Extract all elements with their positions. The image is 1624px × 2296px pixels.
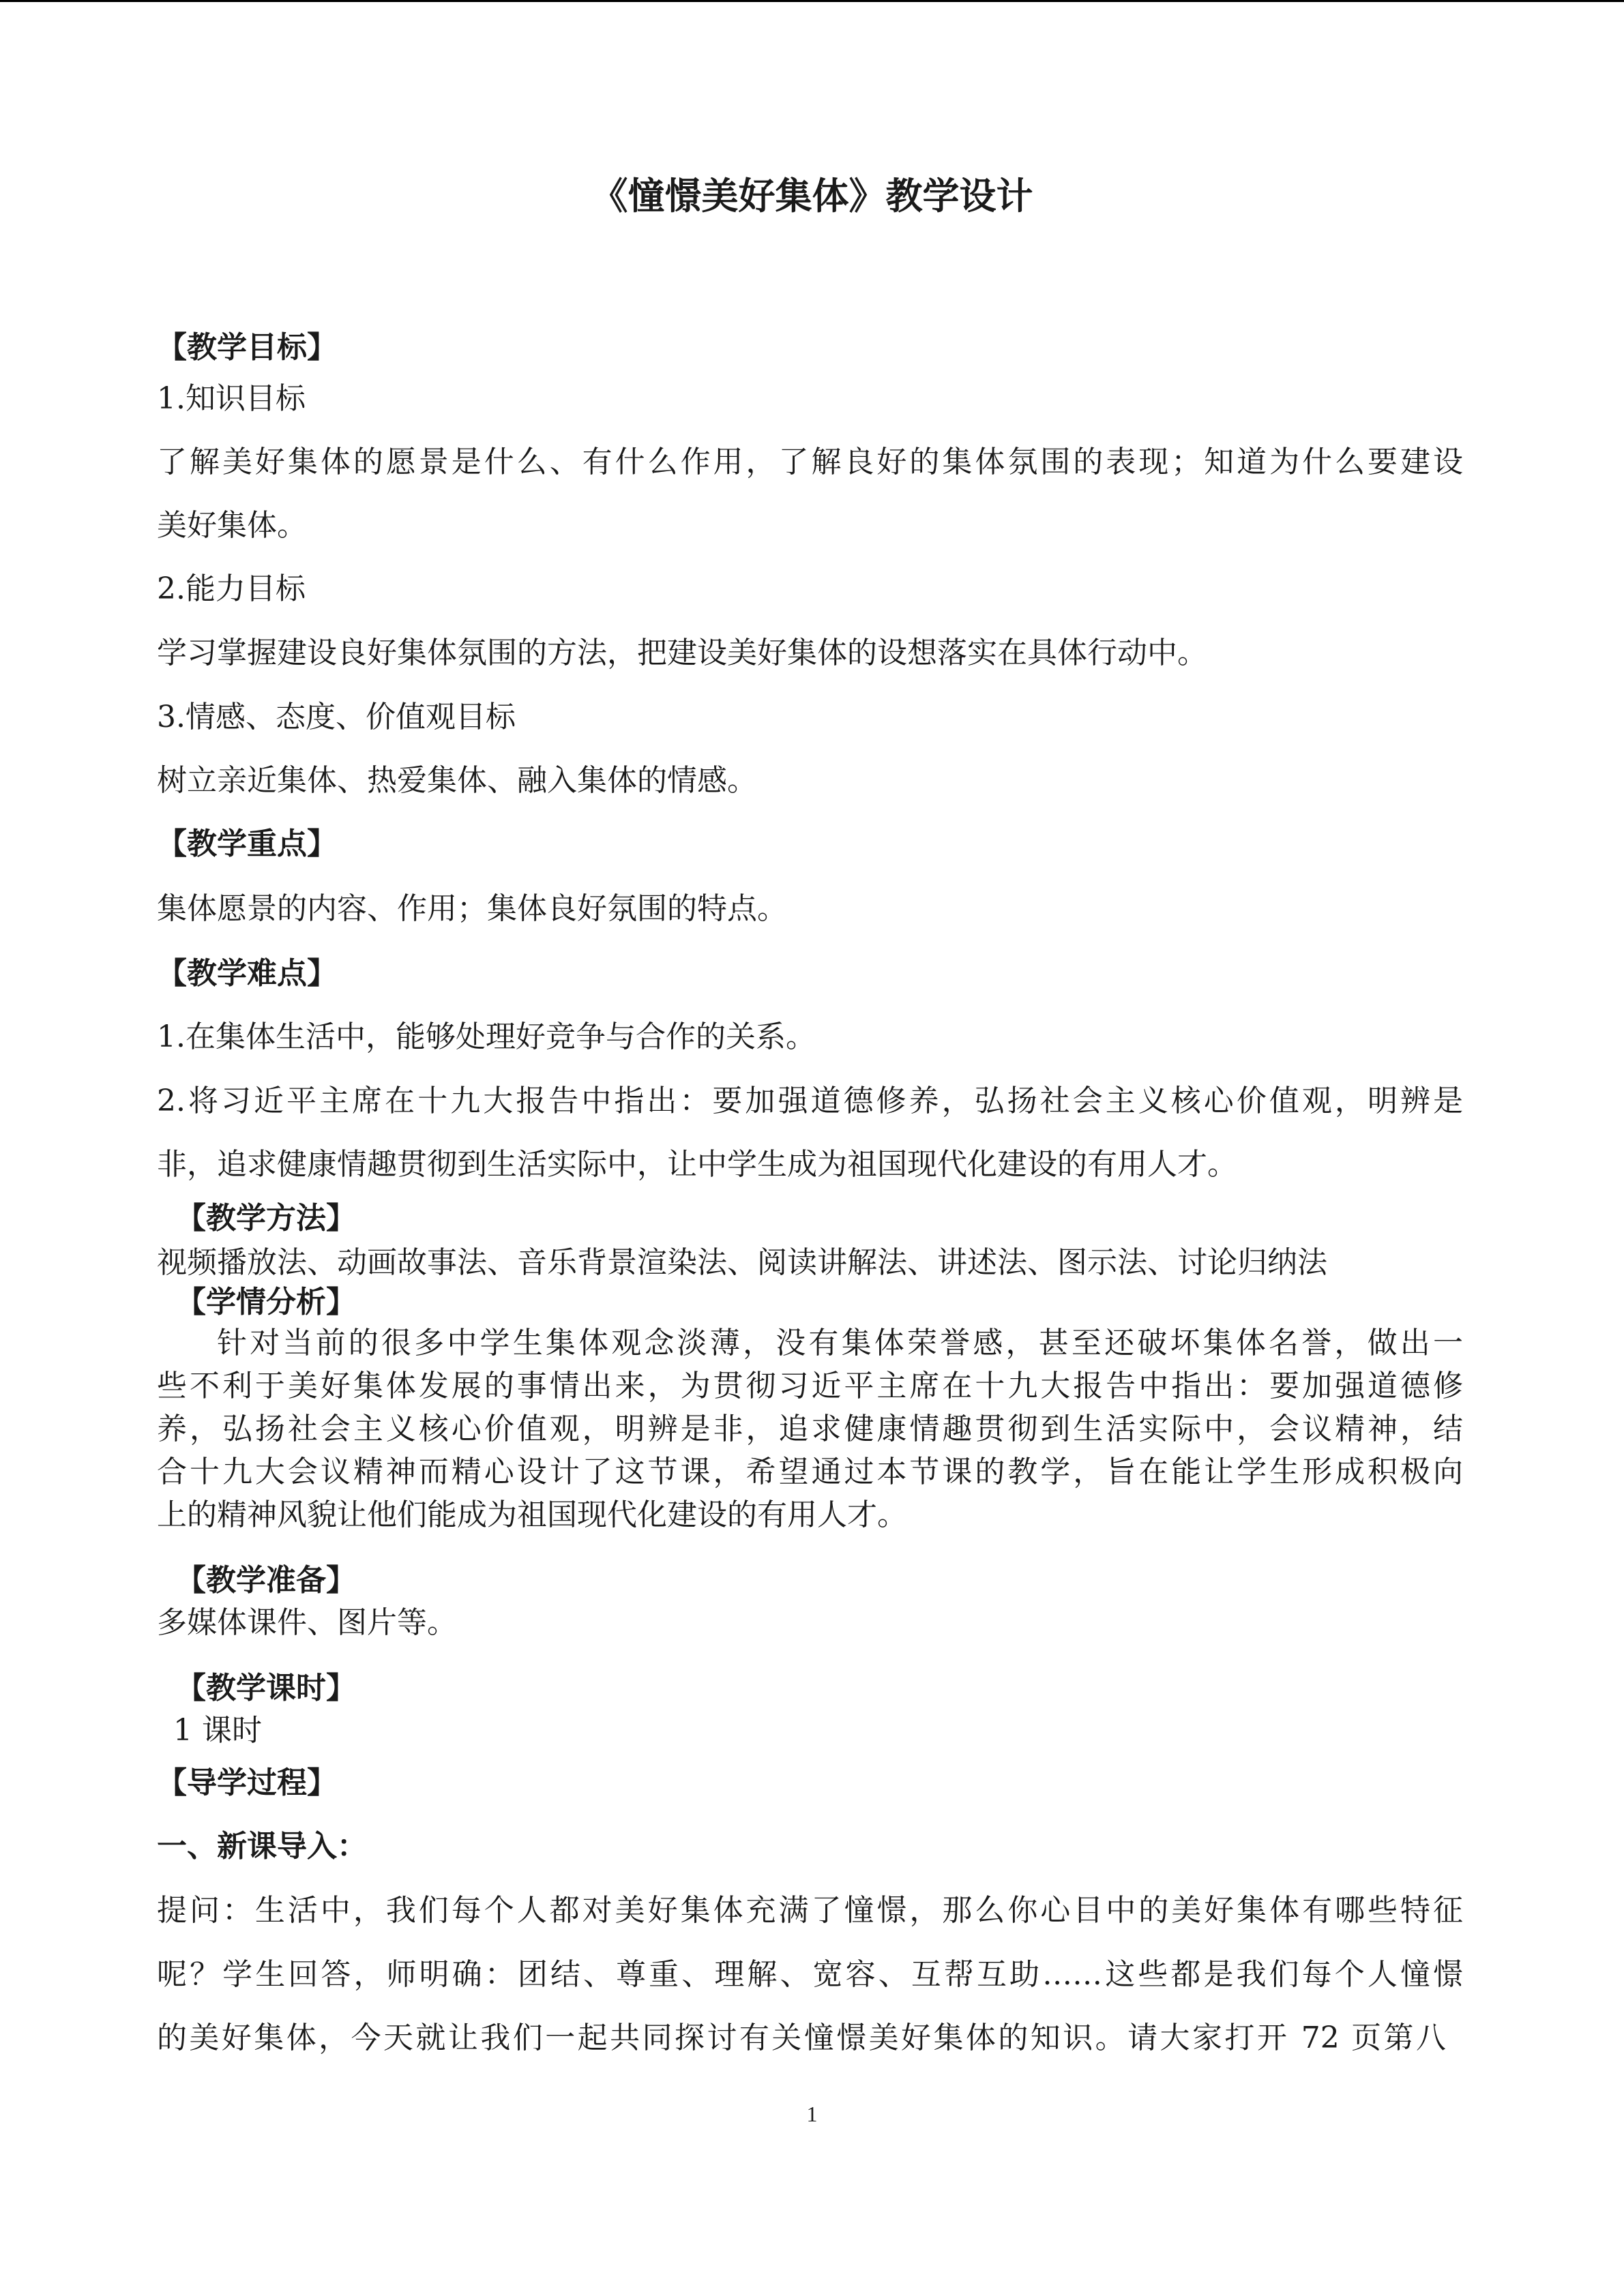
section-heading-difficulties: 【教学难点】 — [157, 956, 337, 991]
paragraph-line: 1.在集体生活中，能够处理好竞争与合作的关系。 — [157, 1019, 816, 1054]
paragraph-line: 些不利于美好集体发展的事情出来，为贯彻习近平主席在十九大报告中指出：要加强道德修 — [157, 1369, 1463, 1403]
paragraph-line: 的美好集体，今天就让我们一起共同探讨有关憧憬美好集体的知识。请大家打开 72 页第八 — [157, 2021, 1446, 2055]
section-heading-student-analysis: 【学情分析】 — [176, 1285, 356, 1320]
paragraph-line: 非，追求健康情趣贯彻到生活实际中，让中学生成为祖国现代化建设的有用人才。 — [157, 1147, 1237, 1182]
paragraph-line: 养，弘扬社会主义核心价值观，明辨是非，追求健康情趣贯彻到生活实际中，会议精神，结 — [157, 1412, 1463, 1446]
subheading-emotion-goal: 3.情感、态度、价值观目标 — [157, 700, 516, 734]
section-heading-process: 【导学过程】 — [157, 1765, 337, 1800]
section-heading-teaching-goals: 【教学目标】 — [157, 330, 337, 365]
paragraph-line: 集体愿景的内容、作用；集体良好氛围的特点。 — [157, 891, 787, 926]
paragraph-line: 呢？学生回答，师明确：团结、尊重、理解、宽容、互帮互助……这些都是我们每个人憧憬 — [157, 1957, 1463, 1992]
subheading-ability-goal: 2.能力目标 — [157, 571, 306, 606]
paragraph-line: 美好集体。 — [157, 508, 307, 543]
section-heading-key-points: 【教学重点】 — [157, 826, 337, 861]
paragraph-line: 针对当前的很多中学生集体观念淡薄，没有集体荣誉感，甚至还破坏集体名誉，做出一 — [217, 1326, 1463, 1360]
section-heading-methods: 【教学方法】 — [176, 1201, 356, 1236]
document-title: 《憧憬美好集体》教学设计 — [591, 175, 1033, 218]
paragraph-line: 树立亲近集体、热爱集体、融入集体的情感。 — [157, 763, 757, 798]
paragraph-line: 1 课时 — [173, 1713, 262, 1748]
page-number: 1 — [806, 2102, 818, 2126]
paragraph-line: 视频播放法、动画故事法、音乐背景渲染法、阅读讲解法、讲述法、图示法、讨论归纳法 — [157, 1245, 1327, 1280]
paragraph-line: 提问：生活中，我们每个人都对美好集体充满了憧憬，那么你心目中的美好集体有哪些特征 — [157, 1893, 1463, 1928]
section-heading-class-hours: 【教学课时】 — [176, 1671, 356, 1705]
paragraph-line: 上的精神风貌让他们能成为祖国现代化建设的有用人才。 — [157, 1497, 907, 1532]
paragraph-line: 多媒体课件、图片等。 — [157, 1605, 457, 1640]
paragraph-line: 学习掌握建设良好集体氛围的方法，把建设美好集体的设想落实在具体行动中。 — [157, 636, 1207, 670]
subheading-introduction: 一、新课导入： — [157, 1829, 367, 1864]
paragraph-line: 了解美好集体的愿景是什么、有什么作用，了解良好的集体氛围的表现；知道为什么要建设 — [157, 445, 1463, 479]
paragraph-line: 合十九大会议精神而精心设计了这节课，希望通过本节课的教学，旨在能让学生形成积极向 — [157, 1455, 1463, 1489]
subheading-knowledge-goal: 1.知识目标 — [157, 381, 306, 416]
section-heading-preparation: 【教学准备】 — [176, 1563, 356, 1598]
paragraph-line: 2.将习近平主席在十九大报告中指出：要加强道德修养，弘扬社会主义核心价值观，明辨是 — [157, 1084, 1463, 1118]
